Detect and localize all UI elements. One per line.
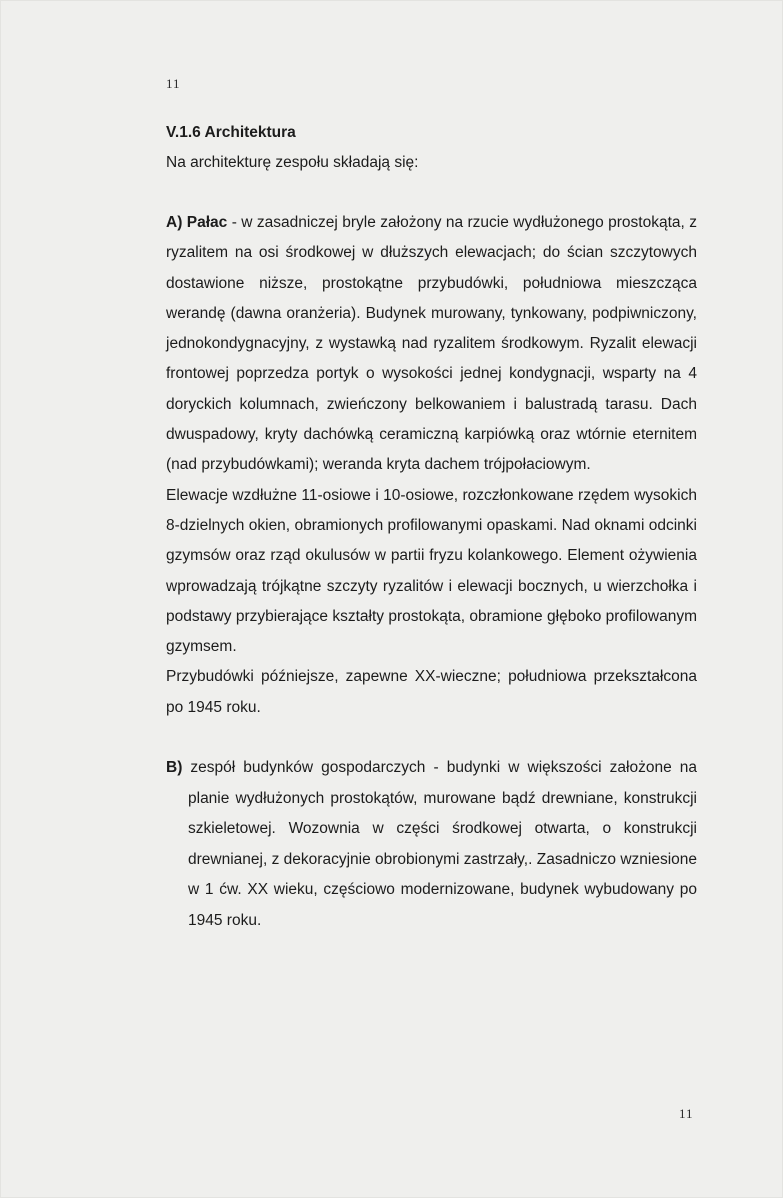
spacer bbox=[166, 178, 697, 208]
item-b-label: B) bbox=[166, 759, 183, 777]
paragraph-farm-buildings bbox=[166, 753, 697, 936]
page-content bbox=[166, 118, 697, 936]
item-a-text: - w zasadniczej bryle założony na rzucie wydłużonego prostokąta, z ryzalitem na osi środkowej w dłuższych elewacjach; do ścian szczytowych dostawione niższe, prostokątne przybudówki, południowa mieszcząca werandę (dawna oranżeria). Budynek murowany, tynkowany, podpiwniczony, jednokondygnacyjny, z wystawką nad ryzalitem środkowym. Ryzalit elewacji frontowej poprzedza portyk o wysokości jednej kondygnacji, wsparty na 4 doryckich kolumnach, zwieńczony belkowaniem i balustradą tarasu. Dach dwuspadowy, kryty dachówką ceramiczną karpiówką oraz wtórnie eternitem (nad przybudówkami); weranda kryta dachem trójpołaciowym. bbox=[166, 214, 697, 474]
page-number-bottom: 11 bbox=[679, 1106, 694, 1121]
paragraph-palace bbox=[166, 208, 697, 481]
paragraph-annexes: Przybudówki późniejsze, zapewne XX-wieczne; południowa przekształcona po 1945 roku. bbox=[166, 668, 697, 716]
item-a-label: A) Pałac bbox=[166, 214, 228, 231]
paragraph-elevations: Elewacje wzdłużne 11-osiowe i 10-osiowe, rozczłonkowane rzędem wysokich 8-dzielnych okien, obramionych profilowanymi opaskami. Nad oknami odcinki gzymsów oraz rząd okulusów w partii fryzu kolankowego. Element ożywienia wprowadzają trójkątne szczyty ryzalitów i elewacji bocznych, u wierzchołka i podstawy przybierające kształty prostokąta, obramione głęboko profilowanym gzymsem. bbox=[166, 486, 697, 656]
item-b-text: zespół budynków gospodarczych - budynki w większości założone na planie wydłużonych prostokątów, murowane bądź drewniane, konstrukcji szkieletowej. Wozownia w części środkowej otwarta, o konstrukcji drewnianej, z dekoracyjnie obrobionymi zastrzały,. Zasadniczo wzniesione w 1 ćw. XX wieku, częściowo modernizowane, budynek wybudowany po 1945 roku. bbox=[182, 759, 697, 929]
page-number-top: 11 bbox=[166, 76, 181, 91]
section-intro: Na architekturę zespołu składają się: bbox=[166, 154, 419, 171]
spacer bbox=[166, 723, 697, 753]
section-title: V.1.6 Architektura bbox=[166, 124, 296, 141]
